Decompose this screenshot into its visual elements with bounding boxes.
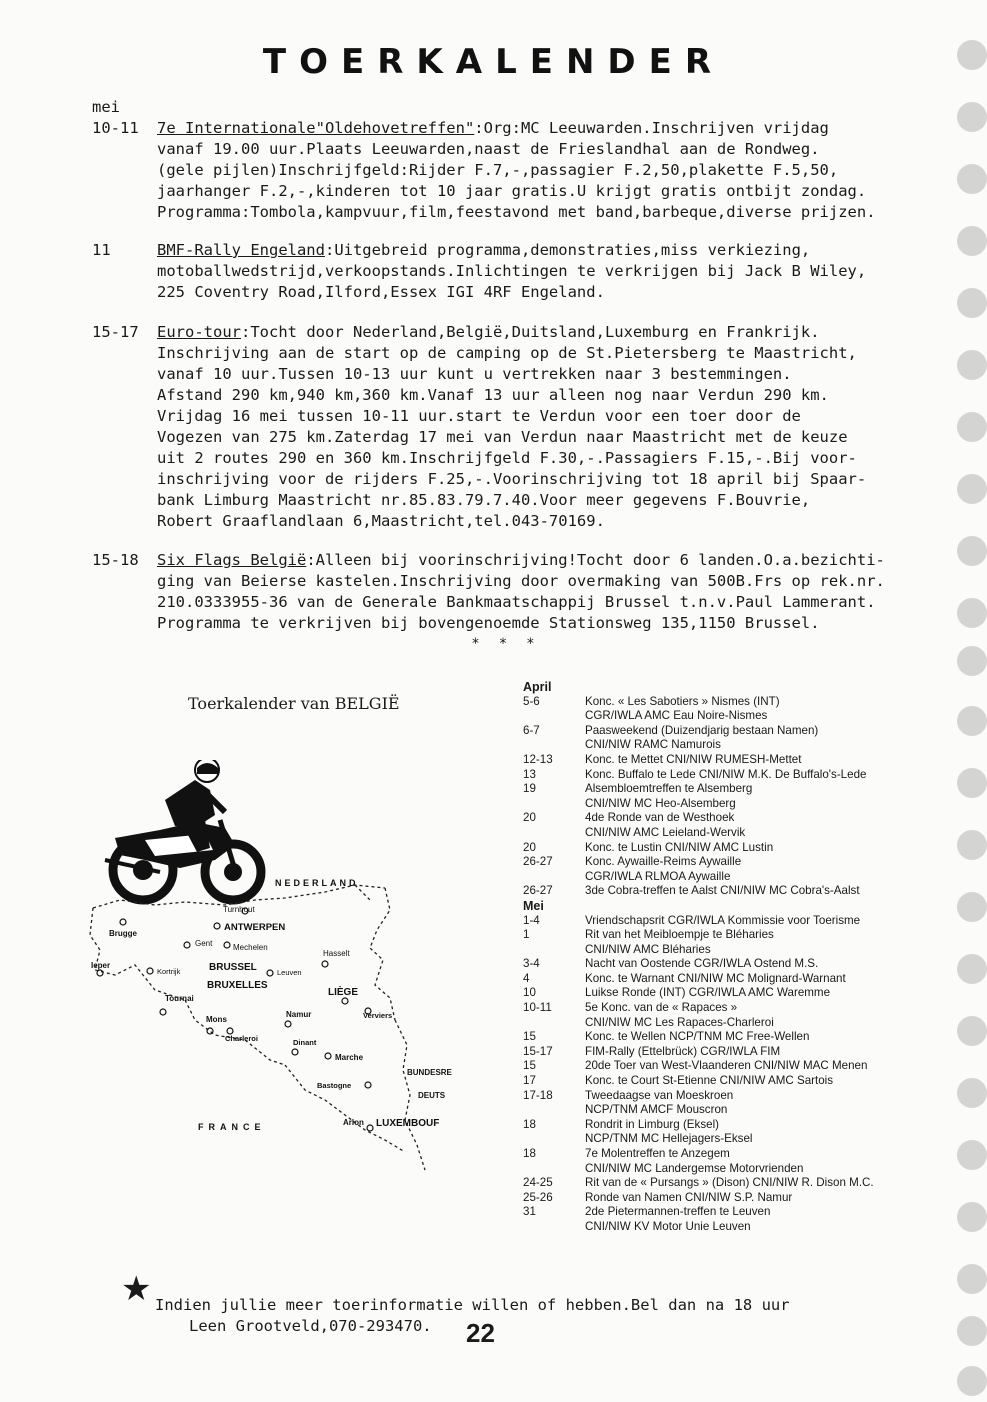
calendar-event: Konc. te Warnant CNI/NIW MC Molignard-Warnant (585, 971, 846, 985)
calendar-date (523, 709, 585, 724)
calendar-event: FIM-Rally (Ettelbrück) CGR/IWLA FIM (585, 1044, 781, 1058)
map-label-hasselt: Hasselt (323, 949, 350, 958)
calendar-row (523, 1191, 973, 1206)
map-label-bruxelles: BRUXELLES (207, 980, 268, 991)
map-label-bastogne: Bastogne (317, 1081, 352, 1090)
calendar-date (523, 1132, 585, 1147)
footer-line-1: Indien jullie meer toerinformatie willen of hebben.Bel dan na 18 uur (155, 1296, 790, 1314)
entry-text: motoballwedstrijd,verkoopstands.Inlichtingen te verkrijgen bij Jack B Wiley, (157, 262, 867, 280)
map-label-mechelen: Mechelen (233, 943, 268, 952)
calendar-date: 15-17 (523, 1044, 553, 1058)
calendar-row (523, 1103, 973, 1118)
entry-line (157, 261, 977, 282)
calendar-row (523, 797, 973, 812)
belgium-calendar-title: Toerkalender van BELGIË (188, 694, 400, 713)
binder-hole (957, 288, 987, 318)
calendar-row (523, 914, 973, 929)
calendar-date (523, 826, 585, 841)
calendar-event: Ronde van Namen CNI/NIW S.P. Namur (585, 1190, 793, 1204)
calendar-date: 10-11 (523, 1001, 552, 1015)
page-number: 22 (466, 1318, 495, 1348)
month-label: mei (92, 98, 120, 116)
calendar-date: 5-6 (523, 694, 540, 708)
entry-body (157, 322, 977, 532)
binder-hole (957, 350, 987, 380)
entry-text: vanaf 10 uur.Tussen 10-13 uur kunt u vertrekken naar 3 bestemmingen. (157, 365, 792, 383)
calendar-row (523, 1162, 973, 1177)
calendar-event: NCP/TNM MC Hellejagers-Eksel (585, 1132, 753, 1146)
calendar-date: 31 (523, 1205, 536, 1219)
separator: * * * (472, 636, 542, 652)
calendar-event: 5e Konc. van de « Rapaces » (585, 1001, 738, 1015)
calendar-row (523, 1205, 973, 1220)
entry-text: Programma:Tombola,kampvuur,film,feestavond met band,barbeque,diverse prijzen. (157, 203, 876, 221)
calendar-event: 3de Cobra-treffen te Aalst CNI/NIW MC Cobra's-Aalst (585, 884, 860, 898)
binder-hole (957, 892, 987, 922)
calendar-date (523, 943, 585, 958)
calendar-event: 2de Pietermannen-treffen te Leuven (585, 1205, 771, 1219)
calendar-row (523, 826, 973, 841)
map-label-charleroi: Charleroi (225, 1034, 258, 1043)
binder-hole (957, 830, 987, 860)
calendar-date (523, 1162, 585, 1177)
entry-date: 11 (92, 241, 111, 259)
entry-line (157, 364, 977, 385)
calendar-date: 1-4 (523, 913, 540, 927)
entry-date: 15-17 (92, 323, 139, 341)
entry-text: :Org:MC Leeuwarden.Inschrijven vrijdag (474, 119, 829, 137)
entry-line (157, 160, 977, 181)
calendar-event: Rit van het Meibloempje te Bléharies (585, 928, 774, 942)
calendar-event: CNI/NIW MC Heo-Alsemberg (585, 796, 736, 810)
calendar-event: CGR/IWLA RLMOA Aywaille (585, 869, 731, 883)
calendar-event: CNI/NIW MC Landergemse Motorvrienden (585, 1161, 804, 1175)
calendar-date: 20 (523, 840, 536, 854)
entry-line (157, 427, 977, 448)
calendar-event: Konc. Buffalo te Lede CNI/NIW M.K. De Buffalo's-Lede (585, 767, 867, 781)
calendar-date: 26-27 (523, 884, 553, 898)
calendar-row (523, 753, 973, 768)
belgium-calendar-list (523, 680, 973, 1235)
entry-text: Vogezen van 275 km.Zaterdag 17 mei van Verdun naar Maastricht met de keuze (157, 428, 848, 446)
calendar-date: 26-27 (523, 855, 553, 869)
calendar-event: CNI/NIW AMC Bléharies (585, 942, 711, 956)
entry-event-name: BMF-Rally Engeland (157, 241, 325, 259)
calendar-row (523, 986, 973, 1001)
calendar-event: Vriendschapsrit CGR/IWLA Kommissie voor Toerisme (585, 913, 861, 927)
binder-hole (957, 40, 987, 70)
calendar-event: Rondrit in Limburg (Eksel) (585, 1117, 720, 1131)
calendar-event: CNI/NIW KV Motor Unie Leuven (585, 1219, 751, 1233)
map-label-antwerpen: ANTWERPEN (224, 922, 286, 933)
map-label-kortrijk: Kortrijk (157, 967, 181, 976)
calendar-row (523, 841, 973, 856)
calendar-event: Luikse Ronde (INT) CGR/IWLA AMC Waremme (585, 986, 831, 1000)
entry-text: ging van Beierse kastelen.Inschrijving door overmaking van 500B.Frs op rek.nr. (157, 572, 885, 590)
calendar-date (523, 870, 585, 885)
calendar-date: 18 (523, 1117, 536, 1131)
calendar-row (523, 870, 973, 885)
calendar-date (523, 1016, 585, 1031)
calendar-date: 20 (523, 811, 536, 825)
calendar-row (523, 1089, 973, 1104)
calendar-event: 7e Molentreffen te Anzegem (585, 1147, 730, 1160)
entry-line (157, 448, 977, 469)
entry-line (157, 322, 977, 343)
map-label-luxembourg: LUXEMBOUF (376, 1118, 440, 1129)
entry-text: Programma te verkrijven bij bovengenoemde Stationsweg 135,1150 Brussel. (157, 614, 820, 632)
entry-line (157, 385, 977, 406)
calendar-row (523, 855, 973, 870)
map-label-verviers: Verviers (363, 1011, 393, 1020)
calendar-row (523, 1001, 973, 1016)
calendar-event: CNI/NIW MC Les Rapaces-Charleroi (585, 1015, 774, 1029)
binder-hole (957, 1202, 987, 1232)
calendar-row (523, 957, 973, 972)
calendar-event: Konc. Aywaille-Reims Aywaille (585, 855, 742, 869)
binder-hole (957, 1316, 987, 1346)
calendar-date: 1 (523, 928, 530, 942)
calendar-date: 15 (523, 1059, 536, 1073)
entry-event-name: Euro-tour (157, 323, 241, 341)
entry-line (157, 571, 977, 592)
calendar-row (523, 884, 973, 899)
entry-text: inschrijving voor de rijders F.25,-.Voorinschrijving tot 18 april bij Spaar- (157, 470, 867, 488)
entry-text: :Uitgebreid programma,demonstraties,miss verkiezing, (324, 241, 811, 259)
entry-line (157, 592, 977, 613)
calendar-row (523, 1016, 973, 1031)
calendar-event: Alsembloemtreffen te Alsemberg (585, 782, 753, 796)
entry-date: 15-18 (92, 551, 139, 569)
calendar-row (523, 1132, 973, 1147)
calendar-row (523, 811, 973, 826)
binder-hole (957, 768, 987, 798)
map-label-arlon: Arlon (343, 1118, 364, 1127)
entry-line (157, 469, 977, 490)
calendar-row (523, 782, 973, 797)
calendar-date: 6-7 (523, 723, 540, 737)
entry-text: 210.0333955-36 van de Generale Bankmaatschappij Brussel t.n.v.Paul Lammerant. (157, 593, 876, 611)
calendar-event: Konc. te Wellen NCP/TNM MC Free-Wellen (585, 1030, 810, 1044)
entry-line (157, 550, 977, 571)
map-label-tournai: Tournai (165, 994, 194, 1003)
calendar-row (523, 972, 973, 987)
calendar-event: Konc. « Les Sabotiers » Nismes (INT) (585, 694, 780, 708)
map-label-brugge: Brugge (109, 929, 137, 938)
binder-hole (957, 954, 987, 984)
calendar-month-header: Mei (523, 898, 544, 913)
entry-text: uit 2 routes 290 en 360 km.Inschrijfgeld F.30,-.Passagiers F.15,-.Bij voor- (157, 449, 857, 467)
entry-line (157, 511, 977, 532)
binder-hole (957, 164, 987, 194)
calendar-row (523, 1220, 973, 1235)
calendar-date: 12-13 (523, 752, 553, 766)
entry-text: bank Limburg Maastricht nr.85.83.79.7.40.Voor meer gegevens F.Bouvrie, (157, 491, 811, 509)
calendar-date: 17-18 (523, 1088, 553, 1102)
entry-line (157, 202, 977, 223)
binder-hole (957, 598, 987, 628)
map-label-bundesrep: BUNDESRE (407, 1068, 452, 1077)
calendar-date: 25-26 (523, 1190, 553, 1204)
calendar-row (523, 943, 973, 958)
calendar-date (523, 738, 585, 753)
binder-hole (957, 226, 987, 256)
calendar-row (523, 1059, 973, 1074)
calendar-row (523, 928, 973, 943)
binder-hole (957, 412, 987, 442)
calendar-row (523, 1176, 973, 1191)
calendar-event: 20de Toer van West-Vlaanderen CNI/NIW MAC Menen (585, 1059, 868, 1073)
map-label-leuven: Leuven (277, 968, 302, 977)
calendar-row (523, 1030, 973, 1045)
map-label-ieper: Ieper (91, 961, 111, 970)
binder-hole (957, 102, 987, 132)
calendar-date (523, 1103, 585, 1118)
map-label-mons: Mons (206, 1015, 227, 1024)
calendar-row (523, 709, 973, 724)
calendar-event: Paasweekend (Duizendjarig bestaan Namen) (585, 723, 819, 737)
entry-line (157, 282, 977, 303)
calendar-row (523, 1118, 973, 1133)
entry-text: 225 Coventry Road,Ilford,Essex IGI 4RF Engeland. (157, 283, 605, 301)
motorcycle-illustration (105, 760, 261, 900)
calendar-row (523, 724, 973, 739)
binder-hole (957, 1016, 987, 1046)
calendar-row (523, 695, 973, 710)
entry-text: Inschrijving aan de start op de camping op de St.Pietersberg te Maastricht, (157, 344, 857, 362)
binder-hole (957, 1140, 987, 1170)
map-label-liege: LIÈGE (328, 987, 359, 998)
calendar-date: 13 (523, 767, 536, 781)
entry-line (157, 181, 977, 202)
binder-hole (957, 1078, 987, 1108)
calendar-event: Konc. te Mettet CNI/NIW RUMESH-Mettet (585, 752, 802, 766)
calendar-date: 3-4 (523, 957, 540, 971)
star-icon: ★ (121, 1269, 152, 1309)
calendar-date: 18 (523, 1147, 536, 1160)
calendar-event: Nacht van Oostende CGR/IWLA Ostend M.S. (585, 957, 819, 971)
entry-line (157, 118, 977, 139)
calendar-date: 17 (523, 1074, 536, 1088)
calendar-date (523, 797, 585, 812)
map-label-marche: Marche (335, 1053, 364, 1062)
entry-line (157, 139, 977, 160)
map-label-dinant: Dinant (293, 1038, 317, 1047)
calendar-event: Tweedaagse van Moeskroen (585, 1088, 734, 1102)
binder-hole (957, 1366, 987, 1396)
entry-text: jaarhanger F.2,-,kinderen tot 10 jaar gratis.U krijgt gratis ontbijt zondag. (157, 182, 867, 200)
binder-hole (957, 1264, 987, 1294)
calendar-event: Rit van de « Pursangs » (Dison) CNI/NIW R. Dison M.C. (585, 1176, 874, 1190)
calendar-date: 10 (523, 986, 536, 1000)
entry-body (157, 240, 977, 303)
calendar-event: Konc. te Court St-Etienne CNI/NIW AMC Sartois (585, 1074, 834, 1088)
binder-hole (957, 474, 987, 504)
entry-text: Vrijdag 16 mei tussen 10-11 uur.start te Verdun voor een toer door de (157, 407, 801, 425)
calendar-event: CNI/NIW AMC Leieland-Wervik (585, 825, 746, 839)
entry-event-name: 7e Internationale"Oldehovetreffen" (157, 119, 475, 137)
map-label-france: FRANCE (198, 1122, 266, 1132)
calendar-date: 4 (523, 971, 530, 985)
calendar-event: CGR/IWLA AMC Eau Noire-Nismes (585, 709, 768, 723)
calendar-date (523, 1220, 585, 1235)
map-label-namur: Namur (286, 1010, 312, 1019)
footer-line-2: Leen Grootveld,070-293470. (189, 1317, 432, 1335)
calendar-date: 24-25 (523, 1176, 553, 1190)
calendar-date: 15 (523, 1030, 536, 1044)
entry-text: Afstand 290 km,940 km,360 km.Vanaf 13 uur alleen nog naar Verdun 290 km. (157, 386, 829, 404)
entry-line (157, 343, 977, 364)
map-label-gent: Gent (195, 939, 213, 948)
map-label-turnhout: Turnhout (223, 905, 255, 914)
binder-hole (957, 646, 987, 676)
entry-text: :Alleen bij voorinschrijving!Tocht door 6 landen.O.a.bezichti- (306, 551, 885, 569)
entry-event-name: Six Flags België (157, 551, 307, 569)
calendar-row (523, 738, 973, 753)
calendar-date: 19 (523, 782, 536, 796)
entry-line (157, 406, 977, 427)
binder-hole (957, 536, 987, 566)
map-label-deutsch: DEUTS (418, 1091, 446, 1100)
belgium-map (85, 760, 475, 1180)
calendar-row (523, 1147, 973, 1162)
calendar-event: CNI/NIW RAMC Namurois (585, 738, 721, 752)
binder-hole (957, 706, 987, 736)
map-label-nederland: NEDERLAND (275, 878, 359, 888)
entry-line (157, 490, 977, 511)
entry-text: Robert Graaflandlaan 6,Maastricht,tel.043-70169. (157, 512, 605, 530)
entry-body (157, 550, 977, 634)
entry-text: vanaf 19.00 uur.Plaats Leeuwarden,naast de Frieslandhal aan de Rondweg. (157, 140, 820, 158)
calendar-row (523, 1045, 973, 1060)
entry-line (157, 240, 977, 261)
page-title: TOERKALENDER (262, 42, 725, 82)
calendar-event: 4de Ronde van de Westhoek (585, 811, 735, 825)
calendar-row (523, 768, 973, 783)
entry-body (157, 118, 977, 223)
calendar-event: Konc. te Lustin CNI/NIW AMC Lustin (585, 840, 774, 854)
entry-text: (gele pijlen)Inschrijfgeld:Rijder F.7,-,passagier F.2,50,plakette F.5,50, (157, 161, 839, 179)
entry-line (157, 613, 977, 634)
calendar-event: NCP/TNM AMCF Mouscron (585, 1103, 728, 1117)
calendar-row (523, 1074, 973, 1089)
map-label-brussel: BRUSSEL (209, 962, 257, 973)
entry-date: 10-11 (92, 119, 139, 137)
entry-text: :Tocht door Nederland,België,Duitsland,Luxemburg en Frankrijk. (241, 323, 820, 341)
calendar-month-header: April (523, 680, 552, 694)
